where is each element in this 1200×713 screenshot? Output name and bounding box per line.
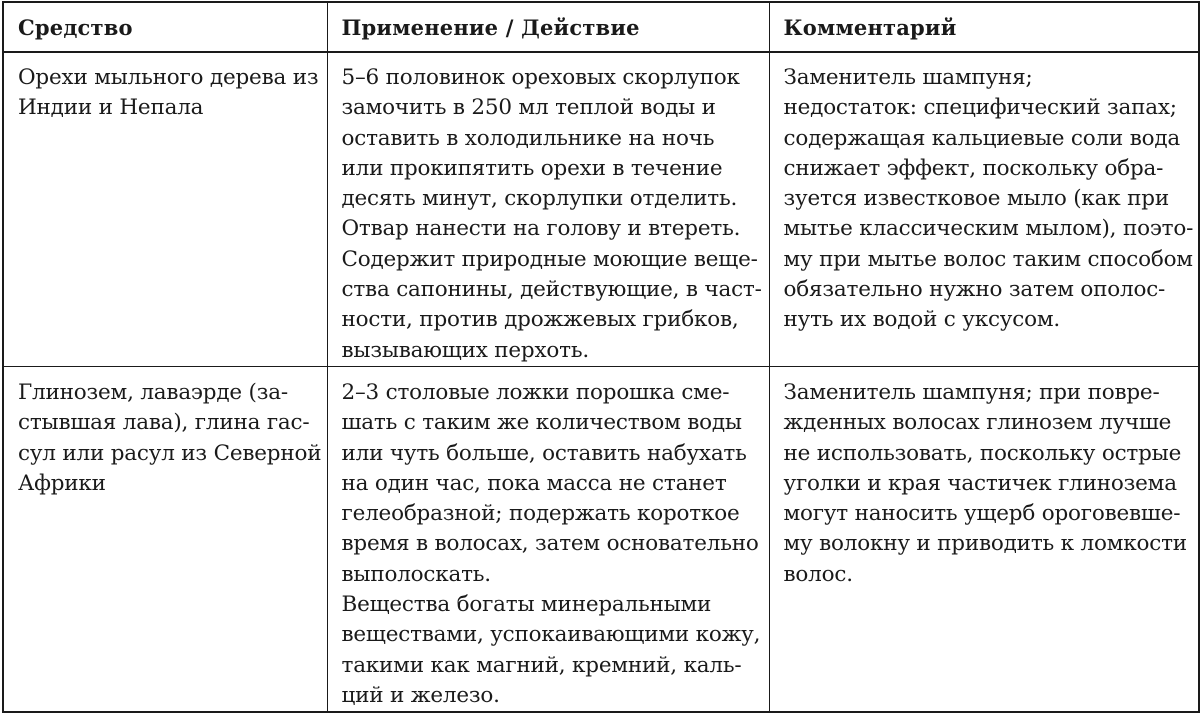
text-line: или прокипятить орехи в течение (341, 155, 723, 181)
application-cell (327, 366, 769, 712)
text-line: или чуть больше, оставить набухать (341, 440, 747, 466)
text-line: время в волосах, затем основательно (341, 531, 759, 557)
table-header (3, 2, 1199, 52)
text-line: веществами, успокаивающими кожу, (341, 622, 761, 648)
text-line: ства сапонины, действующие, в част- (341, 277, 762, 303)
text-line: мытье классическим мылом), поэто- (783, 216, 1194, 242)
text-line: могут наносить ущерб ороговевше- (783, 501, 1181, 527)
text-line: обязательно нужно затем ополос- (783, 277, 1166, 303)
text-line: недостаток: специфический запах; (783, 95, 1177, 121)
remedy-cell (3, 366, 327, 712)
text-line: на один час, пока масса не станет (341, 470, 727, 496)
header-row (3, 2, 1199, 52)
remedies-table (2, 1, 1200, 713)
text-line: Вещества богаты минеральными (341, 592, 712, 618)
comment-cell (769, 366, 1199, 712)
text-line: десять минут, скорлупки отделить. (341, 186, 738, 212)
text-line: замочить в 250 мл теплой воды и (341, 95, 716, 121)
text-line: вызывающих перхоть. (341, 337, 589, 363)
text-line: шать с таким же количеством воды (341, 410, 742, 436)
text-line: ности, против дрожжевых грибков, (341, 307, 739, 333)
text-line: сул или расул из Северной (18, 440, 322, 466)
text-line: Орехи мыльного дерева из (18, 65, 319, 90)
text-line: Индии и Непала (18, 95, 204, 121)
header-remedy: Средство (3, 2, 327, 52)
application-cell (327, 52, 769, 366)
text-line: не использовать, поскольку острые (783, 440, 1182, 466)
header-comment: Комментарий (769, 2, 1199, 52)
text-line: му волокну и приводить к ломкости (783, 531, 1187, 557)
text-line: снижает эффект, поскольку обра- (783, 155, 1164, 181)
text-line: Заменитель шампуня; (783, 65, 1033, 90)
header-application: Применение / Действие (327, 2, 769, 52)
text-line: Африки (18, 470, 106, 496)
text-line: выполоскать. (341, 561, 491, 587)
text-line: му при мытье волос таким способом (783, 246, 1193, 272)
text-line: 5–6 половинок ореховых скорлупок (341, 65, 740, 90)
text-line: оставить в холодильнике на ночь (341, 125, 715, 151)
table-body (3, 52, 1199, 712)
text-line: стывшая лава), глина гас- (18, 410, 310, 436)
text-line: ций и железо. (341, 682, 500, 708)
text-line: 2–3 столовые ложки порошка сме- (341, 379, 730, 405)
text-line: гелеобразной; подержать короткое (341, 501, 740, 527)
text-line: Глинозем, лаваэрде (за- (18, 379, 288, 405)
text-line: уголки и края частичек глинозема (783, 470, 1177, 496)
text-line: содержащая кальциевые соли вода (783, 125, 1180, 151)
comment-cell (769, 52, 1199, 366)
table-row (3, 366, 1199, 712)
text-line: Отвар нанести на голову и втереть. (341, 216, 741, 242)
text-line: нуть их водой с уксусом. (783, 307, 1060, 333)
text-line: такими как магний, кремний, каль- (341, 652, 742, 678)
text-line: жденных волосах глинозем лучше (783, 410, 1172, 436)
table-row (3, 52, 1199, 366)
text-line: Заменитель шампуня; при повре- (783, 379, 1160, 405)
text-line: зуется известковое мыло (как при (783, 186, 1169, 212)
text-line: Содержит природные моющие веще- (341, 246, 758, 272)
text-line: волос. (783, 561, 853, 587)
remedy-cell (3, 52, 327, 366)
